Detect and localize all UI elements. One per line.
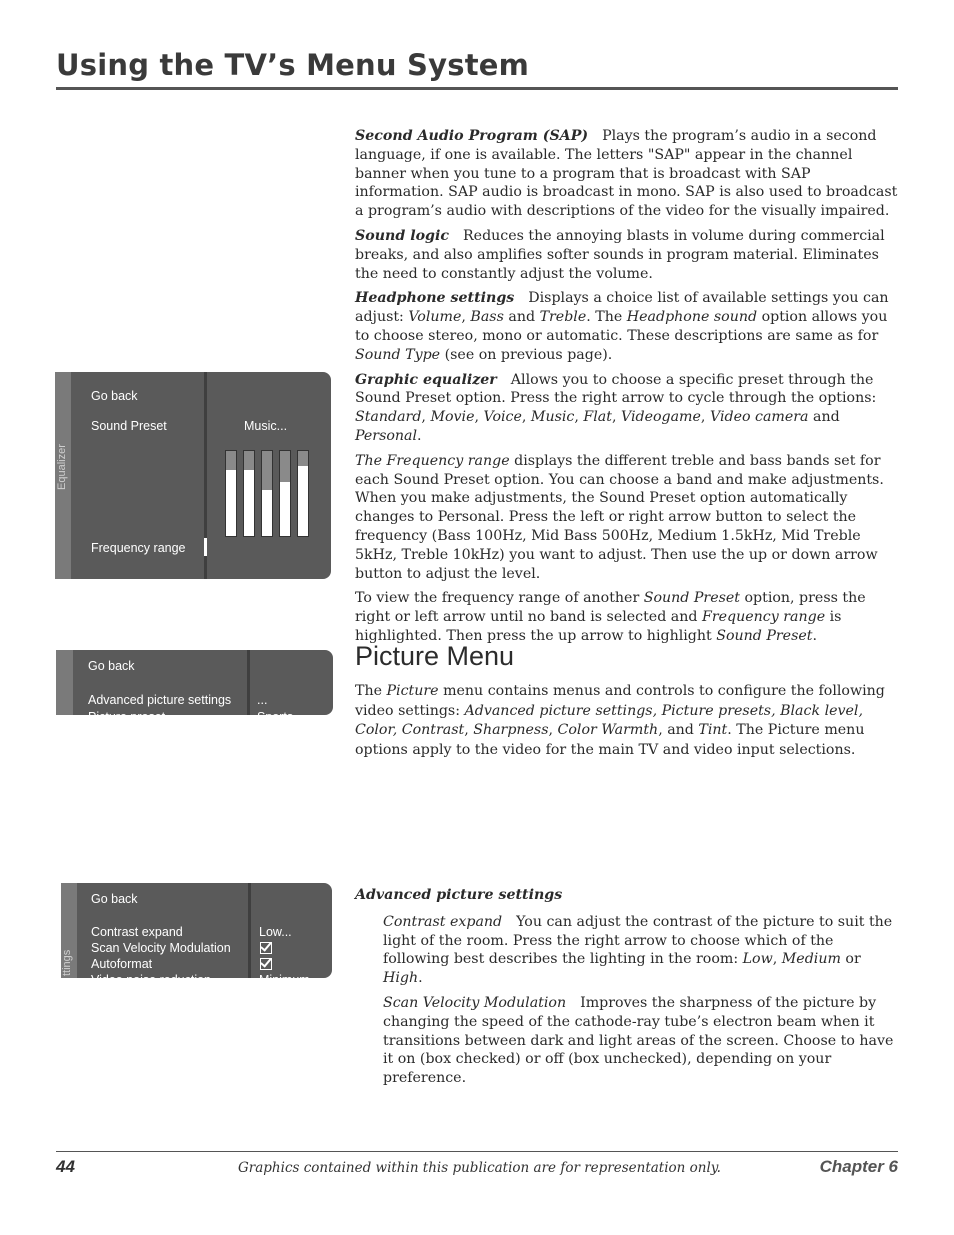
- text-run: is highlighted. Then press the up arrow to highlight: [355, 609, 842, 644]
- page-header-title: Using the TV’s Menu System: [56, 48, 530, 82]
- equalizer-band-unfilled: [226, 451, 236, 470]
- text-run: Music: [530, 409, 575, 426]
- go-back-item: Go back: [91, 389, 138, 403]
- menu-side-strip: [55, 372, 71, 579]
- text-run: and: [808, 409, 840, 426]
- page-number: 44: [56, 1157, 75, 1176]
- text-run: Allows you to choose a specific preset through the Sound Preset option. Press the right arrow to cycle through the options:: [355, 371, 877, 407]
- equalizer-menu-graphic: [55, 372, 331, 579]
- text-run: To view the frequency range of another: [355, 590, 644, 607]
- text-run: Video camera: [709, 409, 809, 426]
- text-run: and: [503, 309, 540, 326]
- contrast-expand-item: Contrast expand: [91, 925, 183, 939]
- menu-separator: [247, 650, 250, 715]
- equalizer-band-unfilled: [262, 451, 272, 490]
- svm-term: Scan Velocity Modulation: [383, 994, 567, 1011]
- text-run: .: [417, 427, 422, 444]
- equalizer-band-bar: [297, 450, 309, 537]
- video-noise-reduction-value: Minimum: [259, 973, 310, 987]
- advanced-picture-settings-value: ...: [257, 693, 268, 707]
- sound-logic-paragraph: [355, 227, 899, 283]
- equalizer-band-unfilled: [280, 451, 290, 482]
- text-run: menu contains menus and controls to configure the following video settings:: [355, 683, 885, 719]
- header-rule: [56, 87, 898, 90]
- text-run: Sound Type: [355, 346, 441, 363]
- text-run: The: [355, 683, 387, 699]
- text-run: Voice: [483, 409, 522, 426]
- equalizer-band-unfilled: [244, 451, 254, 470]
- sap-paragraph: [355, 127, 899, 221]
- sound-logic-term: Sound logic: [355, 227, 449, 244]
- view-range-paragraph: [355, 589, 899, 645]
- menu-side-strip: [56, 650, 73, 715]
- text-run: Tint: [698, 722, 728, 738]
- contrast-term: Contrast expand: [383, 913, 503, 930]
- text-run: Personal: [355, 427, 418, 444]
- frequency-range-item: Frequency range: [91, 541, 186, 555]
- sap-term: Second Audio Program (SAP): [355, 128, 589, 144]
- frequency-cursor: [204, 538, 207, 556]
- picture-preset-item: Picture preset: [88, 710, 166, 724]
- text-run: Advanced picture settings, Picture presets, Black level, Color, Contrast: [355, 702, 863, 738]
- text-run: Volume: [408, 309, 462, 326]
- headphone-term: Headphone settings: [355, 290, 515, 307]
- go-back-item: Go back: [88, 659, 135, 673]
- text-run: Medium: [781, 951, 841, 968]
- text-run: ,: [474, 409, 484, 426]
- advanced-heading: [355, 886, 899, 905]
- text-run: Videogame: [620, 409, 701, 426]
- audio-options-text: [355, 127, 899, 652]
- equalizer-band-bar: [279, 450, 291, 537]
- text-run: Standard: [355, 409, 422, 426]
- text-run: Color Warmth: [557, 722, 659, 738]
- equalizer-band-bar: [261, 450, 273, 537]
- text-run: Frequency range: [701, 609, 826, 626]
- text-run: Low: [742, 951, 773, 968]
- text-run: Sound Preset: [643, 590, 740, 607]
- go-back-item: Go back: [91, 892, 138, 906]
- text-run: You can adjust the contrast of the picture to suit the light of the room. Press the right arrow to choose which of the following best describes the lighting in the room:: [383, 913, 893, 968]
- text-run: Movie: [430, 409, 475, 426]
- sound-logic-text: Reduces the annoying blasts in volume during commercial breaks, and also amplifies softer sounds in program material. Eliminates the need to constantly adjust the volume.: [355, 227, 885, 282]
- advanced-settings-text: [355, 886, 899, 1094]
- text-run: Displays a choice list of available settings you can adjust:: [355, 290, 889, 326]
- equalizer-band-unfilled: [298, 451, 308, 466]
- advanced-picture-settings-item: Advanced picture settings: [88, 693, 232, 707]
- autoformat-item: Autoformat: [91, 957, 153, 971]
- svm-item: Scan Velocity Modulation: [91, 941, 231, 955]
- contrast-expand-value: Low...: [259, 925, 292, 939]
- footer-note: Graphics contained within this publication are for representation only.: [238, 1160, 721, 1176]
- text-run: displays the different treble and bass bands set for each Sound Preset option. You can choose a band and make adjustments. When you make adjustments, the Sound Preset option automatically changes to Personal. Press the left or right arrow button to select the frequency (Bass 100Hz, Mid Bass 500Hz, Medium 1.5kHz, Mid Treble 5kHz, Treble 10kHz) you want to adjust. Then use the up or down arrow button to adjust the level.: [355, 452, 884, 582]
- menu-separator: [248, 883, 251, 978]
- text-run: Treble: [539, 309, 587, 326]
- advanced-settings-menu-graphic: [61, 883, 332, 987]
- text-run: ,: [464, 722, 474, 738]
- autoformat-checkbox-icon: [260, 958, 272, 973]
- text-run: . The Picture menu options apply to the video for the main TV and video input selections.: [355, 722, 865, 758]
- chapter-label: Chapter 6: [819, 1157, 898, 1176]
- picture-menu-text: [355, 682, 899, 766]
- text-run: (see on previous page).: [440, 346, 613, 363]
- equalizer-band-bar: [225, 450, 237, 537]
- text-run: Headphone sound: [626, 309, 758, 326]
- text-run: ,: [521, 409, 531, 426]
- text-run: .: [812, 627, 817, 644]
- text-run: Picture: [386, 683, 439, 699]
- picture-menu-paragraph: [355, 682, 899, 760]
- text-run: ,: [574, 409, 584, 426]
- footer-rule: [56, 1151, 898, 1152]
- picture-menu-heading: Picture Menu: [355, 641, 515, 671]
- svm-paragraph: [355, 994, 899, 1088]
- text-run: ,: [611, 409, 621, 426]
- text-run: , and: [658, 722, 699, 738]
- sound-preset-item: Sound Preset: [91, 419, 167, 433]
- text-run: The Frequency range: [355, 452, 510, 469]
- picture-preset-value: Sports: [257, 710, 294, 724]
- advanced-heading-text: Advanced picture settings: [355, 887, 563, 903]
- video-noise-reduction-item: Video noise reduction: [91, 973, 211, 987]
- equalizer-band-bar: [243, 450, 255, 537]
- frequency-paragraph: [355, 452, 899, 584]
- equalizer-side-label: Equalizer: [56, 444, 68, 490]
- headphone-paragraph: [355, 289, 899, 364]
- text-run: Bass: [470, 309, 504, 326]
- settings-side-label: ttings: [61, 949, 73, 976]
- text-run: ,: [548, 722, 558, 738]
- text-run: High: [383, 970, 419, 987]
- sound-preset-value: Music...: [244, 419, 288, 433]
- contrast-paragraph: [355, 913, 899, 988]
- picture-menu-graphic: [56, 650, 333, 724]
- text-run: or: [840, 951, 861, 968]
- sap-text: Plays the program’s audio in a second language, if one is available. The letters "SAP" appear in the channel banner when you tune to a program that is broadcast with SAP information. SAP audio is broadcast in mono. SAP is also used to broadcast a program’s audio with descriptions of the video for the visually impaired.: [355, 128, 898, 220]
- text-run: option allows you to choose stereo, mono or automatic. These descriptions are same as for: [355, 309, 888, 344]
- text-run: ,: [461, 309, 471, 326]
- menu-side-strip: [61, 883, 77, 978]
- text-run: option, press the right or left arrow until no band is selected and: [355, 590, 866, 626]
- text-run: ,: [700, 409, 710, 426]
- text-run: ,: [772, 951, 782, 968]
- svm-text: Improves the sharpness of the picture by changing the speed of the cathode-ray tube’s electron beam when it transitions between dark and light areas of the screen. Choose to have it on (box checked) or off (box unchecked), depending on your preference.: [383, 994, 894, 1087]
- equalizer-paragraph: [355, 371, 899, 446]
- text-run: . The: [586, 309, 627, 326]
- text-run: Flat: [583, 409, 612, 426]
- text-run: .: [418, 970, 423, 987]
- text-run: Sharpness: [473, 722, 549, 738]
- text-run: Sound Preset: [716, 627, 813, 644]
- text-run: ,: [421, 409, 431, 426]
- equalizer-term: Graphic equalizer: [355, 371, 497, 388]
